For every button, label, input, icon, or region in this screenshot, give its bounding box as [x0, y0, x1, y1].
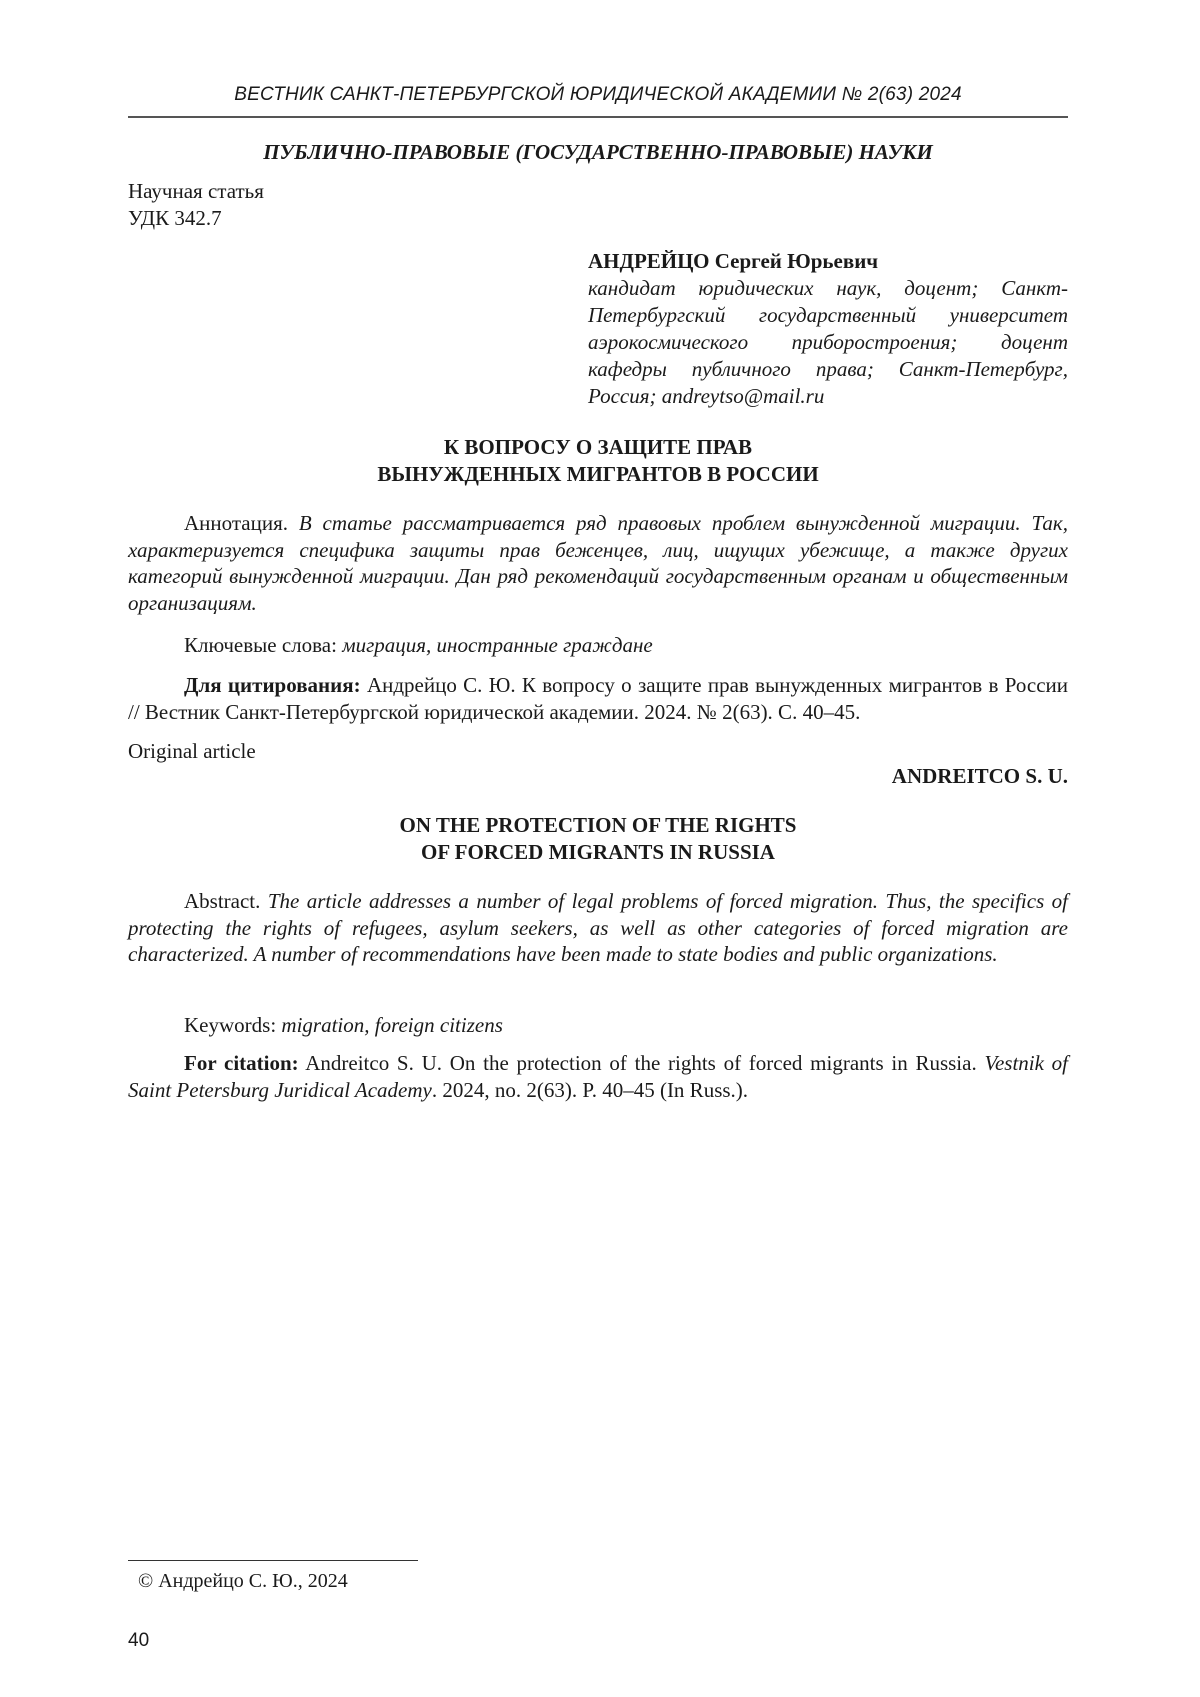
footnote-rule [128, 1560, 418, 1561]
en-keywords-text: migration, foreign citizens [281, 1013, 503, 1037]
ru-author-affiliation: кандидат юридических наук, доцент; Санкт-Петербургский государственный университет аэрокосмического приборостроения; доцент кафедры публичного права; Санкт-Петербург, Россия; andreytso@mail.ru [588, 276, 1068, 408]
en-citation-journal: Vestnik of Saint Petersburg Juridical Academy [128, 1051, 1069, 1102]
running-head: ВЕСТНИК САНКТ-ПЕТЕРБУРГСКОЙ ЮРИДИЧЕСКОЙ АКАДЕМИИ № 2(63) 2024 [234, 84, 962, 105]
en-keywords [128, 1012, 1068, 1039]
header-rule [128, 116, 1068, 118]
en-citation [128, 1050, 1068, 1103]
copyright-footnote: © Андрейцо С. Ю., 2024 [138, 1570, 348, 1592]
ru-keywords-text: миграция, иностранные граждане [342, 633, 653, 657]
ru-article-type: Научная статья [128, 179, 264, 203]
en-abstract [128, 888, 1068, 968]
ru-citation [128, 672, 1068, 725]
ru-abstract [128, 510, 1068, 616]
ru-title-line-2: ВЫНУЖДЕННЫХ МИГРАНТОВ В РОССИИ [377, 462, 819, 486]
en-citation-text-1: Andreitco S. U. On the protection of the rights of forced migrants in Russia. [305, 1051, 977, 1075]
ru-keywords [128, 632, 1068, 659]
section-title: ПУБЛИЧНО-ПРАВОВЫЕ (ГОСУДАРСТВЕННО-ПРАВОВЫЕ) НАУКИ [263, 140, 933, 164]
en-article-type: Original article [128, 739, 256, 763]
ru-abstract-text: В статье рассматривается ряд правовых проблем вынужденной миграции. Так, характеризуется специфика защиты прав беженцев, лиц, ищущих убежище, а также других категорий вынужденной миграции. Дан ряд рекомендаций государственным органам и общественным организациям. [128, 511, 1069, 615]
journal-page [128, 0, 1068, 1697]
en-title-line-1: ON THE PROTECTION OF THE RIGHTS [399, 813, 797, 837]
ru-citation-text: Андрейцо С. Ю. К вопросу о защите прав вынужденных мигрантов в России // Вестник Санкт-Петербургской юридической академии. 2024. № 2(63). С. 40–45. [128, 673, 1069, 724]
ru-keywords-label: Ключевые слова: [184, 633, 337, 657]
en-abstract-label: Abstract. [184, 889, 261, 913]
en-article-title [128, 812, 1068, 866]
ru-article-meta [128, 178, 264, 232]
en-citation-label: For citation: [184, 1051, 299, 1075]
en-keywords-label: Keywords: [184, 1013, 277, 1037]
udc-code: УДК 342.7 [128, 206, 222, 230]
en-title-line-2: OF FORCED MIGRANTS IN RUSSIA [421, 840, 775, 864]
en-citation-text-2: . 2024, no. 2(63). P. 40–45 (In Russ.). [431, 1077, 749, 1102]
ru-citation-label: Для цитирования: [184, 673, 361, 697]
en-abstract-text: The article addresses a number of legal problems of forced migration. Thus, the specifics of protecting the rights of refugees, asylum seekers, as well as other categories of forced migration are characterized. A number of recommendations have been made to state bodies and public organizations. [128, 889, 1069, 966]
ru-title-line-1: К ВОПРОСУ О ЗАЩИТЕ ПРАВ [443, 435, 753, 459]
en-author-name: ANDREITCO S. U. [891, 764, 1068, 788]
ru-author-block [588, 248, 1068, 410]
ru-abstract-label: Аннотация. [184, 511, 289, 535]
ru-article-title [128, 434, 1068, 488]
ru-author-name: АНДРЕЙЦО Сергей Юрьевич [588, 249, 879, 273]
page-number: 40 [128, 1630, 150, 1651]
